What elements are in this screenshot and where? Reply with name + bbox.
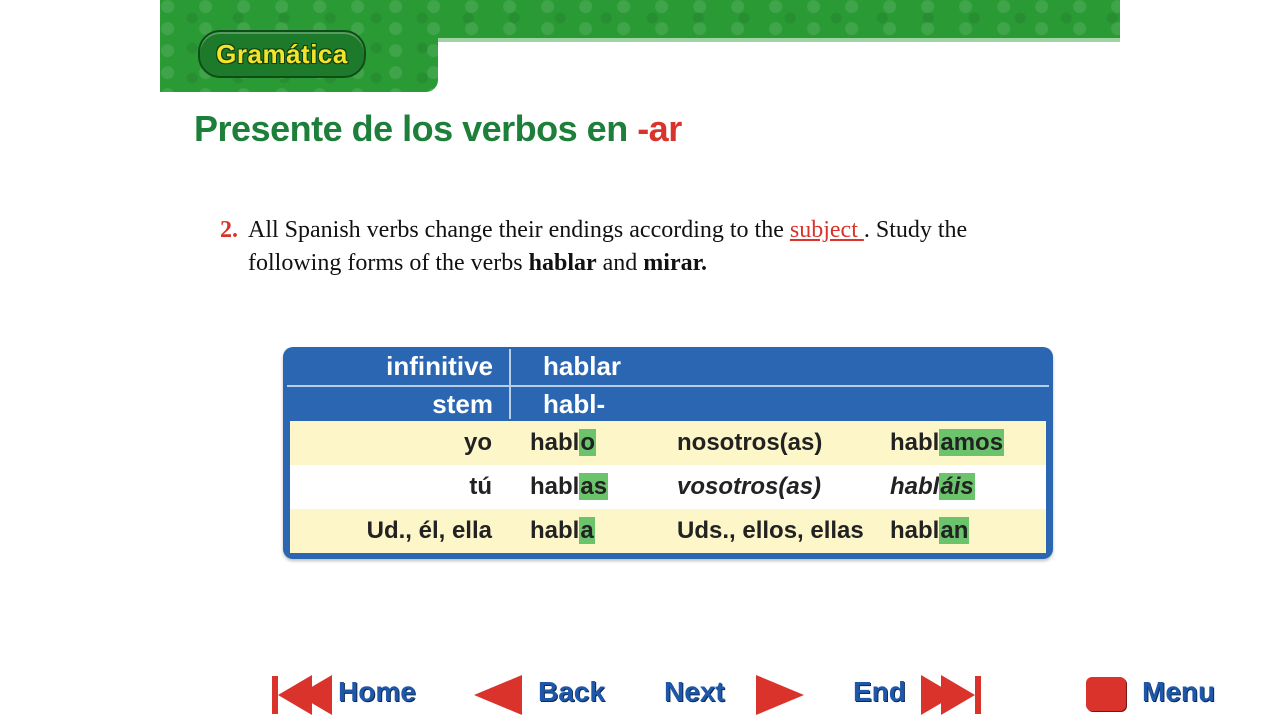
plural-verb-form: hablan (890, 517, 969, 544)
header-row-stem (283, 386, 1053, 422)
header-value: hablar (543, 351, 622, 381)
menu-square-icon (1086, 677, 1126, 711)
ending-highlight: o (580, 429, 596, 456)
home-label: Home (338, 676, 416, 707)
pronoun: Ud., él, ella (366, 517, 492, 544)
table-row (290, 421, 1046, 465)
paragraph-text-1: All Spanish verbs change their endings according to the (248, 217, 790, 243)
verb-mirar: mirar. (643, 250, 708, 276)
verb-form: hablo (530, 429, 596, 456)
item-number: 2. (220, 217, 238, 243)
plural-verb-form: habláis (890, 473, 974, 500)
verb-form: hablas (530, 473, 608, 500)
table-row (290, 465, 1046, 509)
home-button[interactable] (272, 670, 442, 720)
header-row-infinitive (283, 348, 1053, 384)
table-body (290, 421, 1046, 553)
back-button[interactable] (474, 670, 624, 720)
header-label: stem (432, 389, 493, 419)
table-row (290, 509, 1046, 553)
paragraph-and: and (596, 250, 644, 276)
menu-label: Menu (1142, 676, 1216, 707)
ending-highlight: amos (940, 429, 1004, 456)
ending-highlight: as (580, 473, 608, 500)
paragraph-text-3: following forms of the verbs (248, 250, 529, 276)
header-label: infinitive (386, 351, 493, 381)
ending-highlight: áis (940, 473, 974, 500)
verb-hablar: hablar (528, 250, 597, 276)
instruction-paragraph (220, 214, 1080, 280)
end-arrow-icon-2 (941, 675, 975, 715)
title-main: Presente de los verbos en (194, 108, 638, 149)
plural-pronoun: vosotros(as) (677, 473, 822, 500)
paragraph-text-2: . Study the (863, 217, 968, 243)
section-badge (198, 30, 366, 78)
back-label: Back (538, 676, 605, 707)
banner-divider (438, 38, 1120, 42)
home-arrow-icon-2 (298, 675, 332, 715)
header-banner (160, 0, 1120, 92)
plural-pronoun: Uds., ellos, ellas (677, 517, 864, 544)
end-bar-icon (975, 676, 981, 714)
next-arrow-icon (756, 675, 804, 715)
conjugation-table (283, 347, 1053, 559)
next-label: Next (664, 676, 725, 707)
back-arrow-icon (474, 675, 522, 715)
pronoun: tú (469, 473, 492, 500)
title-suffix: -ar (637, 108, 682, 149)
next-button[interactable] (664, 670, 814, 720)
plural-verb-form: hablamos (890, 429, 1004, 456)
table-header (283, 347, 1053, 421)
ending-highlight: a (580, 517, 594, 544)
end-label: End (853, 676, 906, 707)
verb-form: habla (530, 517, 594, 544)
fill-in-blank: subject (789, 217, 864, 243)
navigation-bar (0, 670, 1280, 720)
pronoun: yo (463, 429, 492, 456)
section-label: Gramática (216, 39, 348, 69)
menu-button[interactable] (1086, 670, 1246, 720)
header-value: habl- (543, 389, 606, 419)
page-title (194, 108, 682, 150)
plural-pronoun: nosotros(as) (677, 429, 823, 456)
ending-highlight: an (940, 517, 969, 544)
end-button[interactable] (853, 670, 983, 720)
